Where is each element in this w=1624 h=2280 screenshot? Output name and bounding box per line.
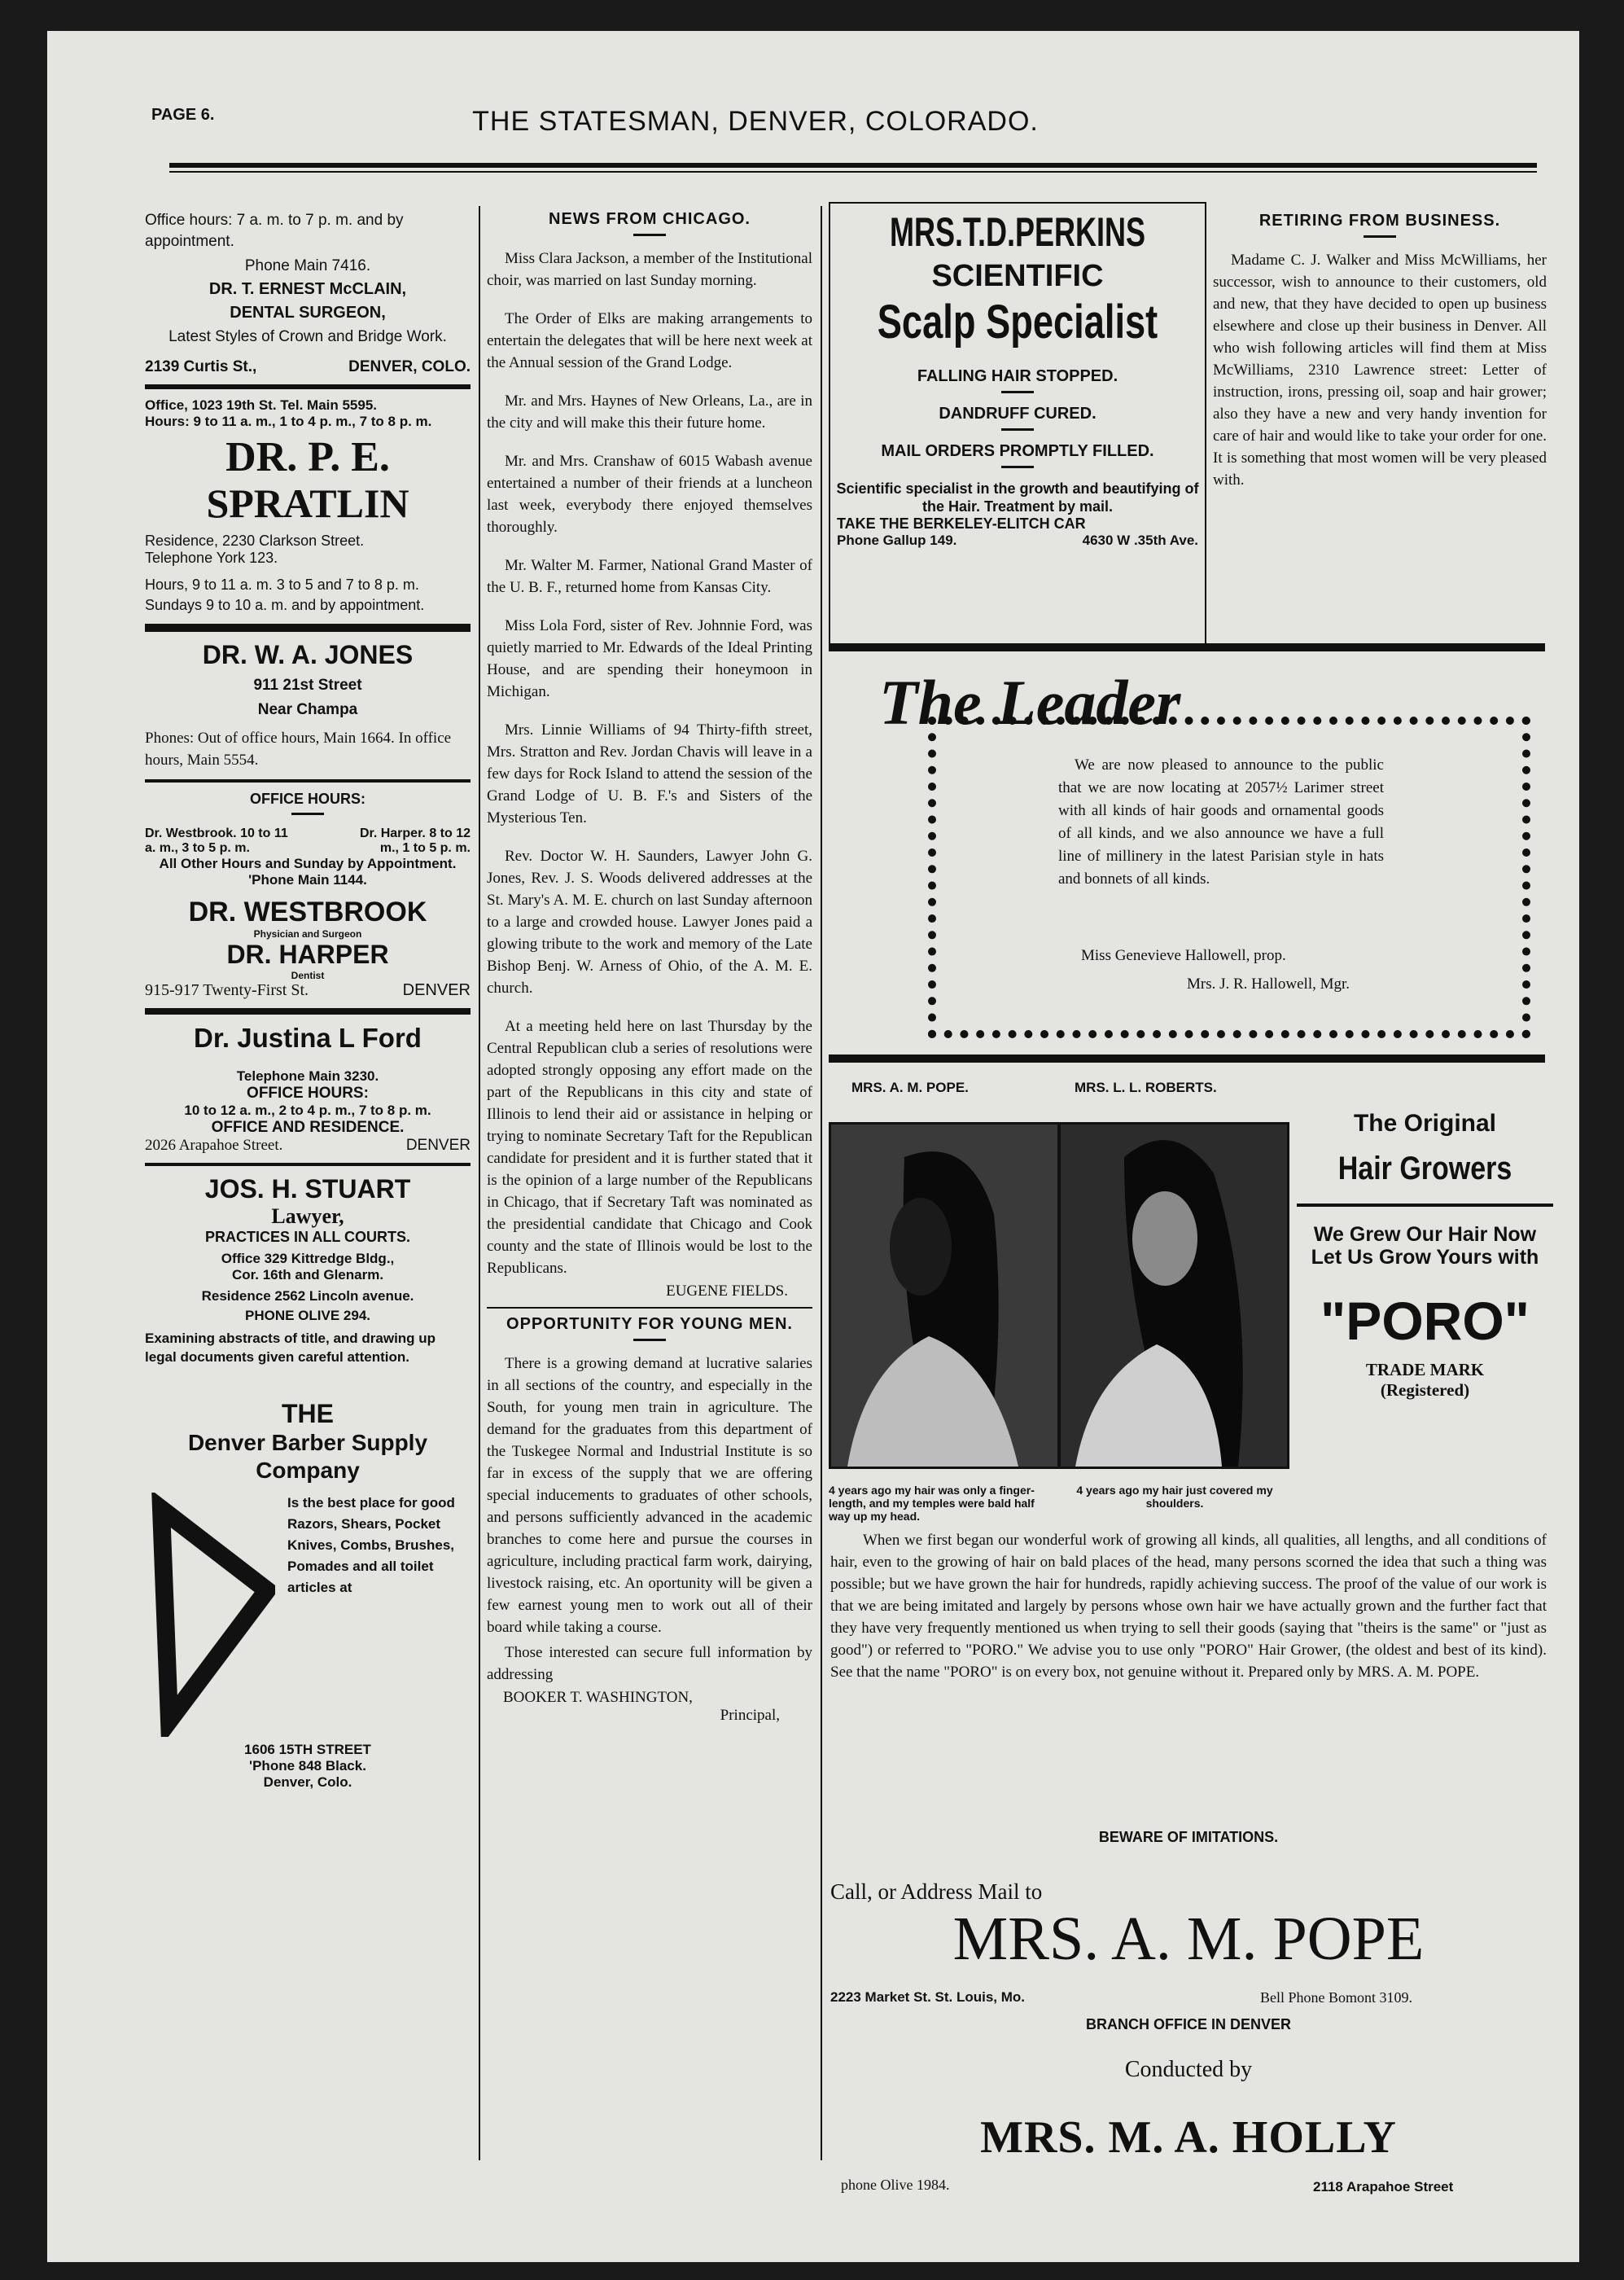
heading-opportunity: OPPORTUNITY FOR YOUNG MEN. [506, 1315, 793, 1333]
card-barber-supply: THE Denver Barber Supply Company Is the best place for good Razors, Shears, Pocket Knives, Combs, Brushes, Pomades and all toilet articles at 1606 15TH STREET 'Phone 848 Black. Denver, Colo. [145, 1399, 471, 1791]
news-paragraph: There is a growing demand at lucrative salaries in all sections of the country, and especially in the South, for young men train in agriculture. The demand for the graduates from this department of the Tuskegee Normal and Industrial Institute is so far in excess of the supply that we are offering special inducements to graduates of other schools, and persons sufficiently advanced in the academic branches to come here and pursue the courses in agriculture, including practical farm work, dairying, livestock raising, etc. An oportunity will be given a few earnest young men to work out all of their board while taking a course. [487, 1355, 812, 1636]
byline-title: Principal, [720, 1707, 780, 1724]
card-westbrook-harper: OFFICE HOURS: Dr. Westbrook. 10 to 11 a. m., 3 to 5 p. m. Dr. Harper. 8 to 12 m., 1 to 5 p. m. All Other Hours and Sunday by Appointment. 'Phone Main 1144. DR. WESTBROOK Physician and Surgeon DR. HARPER Dentist 915-917 Twenty-First St. DENVER [145, 791, 471, 999]
column-news [487, 210, 812, 1725]
news-paragraph: Rev. Doctor W. H. Saunders, Lawyer John G. Jones, Rev. J. S. Woods delivered addresses at the St. Mary's A. M. E. church on last Sunday afternoon to a large and crowded house. Lawyer Jones paid a glowing tribute to the work and memory of the Late Bishop Benj. W. Arness of Ohio, of the A. M. E. church. [487, 848, 812, 997]
photo-hair-models [829, 1122, 1289, 1469]
column-divider [479, 206, 480, 2160]
leader-title: The Leader [879, 667, 1181, 738]
notice-retiring: RETIRING FROM BUSINESS. Madame C. J. Walker and Miss McWilliams, her successor, wish to announce to their customers, old and new, that they have decided to open up business elsewhere and close up their business in Denver. All who wish following articles will find them at Miss McWilliams, 2310 Lawrence street: Letter of instruction, irons, pressing oil, soap and hair grower; also they have a new and very handy invention for care of hair and would like to take your order for one. It is something that most women will be very pleased with. [1213, 212, 1547, 489]
pope-name: MRS. A. M. POPE [952, 1905, 1425, 1973]
card-mcclain: Office hours: 7 a. m. to 7 p. m. and by appointment. Phone Main 7416. DR. T. ERNEST McCLAIN, DENTAL SURGEON, Latest Styles of Crown and Bridge Work. 2139 Curtis St., DENVER, COLO. [145, 212, 471, 375]
byline: BOOKER T. WASHINGTON, [503, 1689, 693, 1706]
poro-brand: "PORO" [1320, 1291, 1530, 1351]
news-paragraph: Mr. and Mrs. Haynes of New Orleans, La., are in the city and will make this their future home. [487, 392, 812, 432]
caption-roberts: 4 years ago my hair just covered my shoulders. [1076, 1484, 1273, 1510]
news-paragraph: Miss Lola Ford, sister of Rev. Johnnie Ford, was quietly married to Mr. Edwards of the Ideal Printing House, and are spending their honeymoon in Michigan. [487, 617, 812, 700]
poro-body-text: When we first began our wonderful work of growing all kinds, all qualities, all lengths, and all conditions of hair, even to the growing of hair on bald places of the head, many persons scorned the idea that such a thing was possible; but we have grown the hair for hundreds, rapidly achieving success. The proof of the value of our work is that we are being imitated and largely by persons whose own hair we have actually grown and the further fact that they have very frequently mentioned us when trying to sell their goods (saying that "theirs is the same" or "just as good") or referred to "PORO." We advise you to use only "PORO" Hair Grower, (the oldest and best of its kind). See that the name "PORO" is on every box, not genuine without it. Prepared only by MRS. A. M. POPE. [830, 1532, 1547, 1681]
news-paragraph: Those interested can secure full information by addressing [487, 1644, 812, 1683]
column-divider [821, 206, 822, 2160]
byline: EUGENE FIELDS. [666, 1282, 788, 1300]
label-pope: MRS. A. M. POPE. [851, 1080, 969, 1095]
arrow-icon [145, 1493, 275, 1737]
card-jones: DR. W. A. JONES 911 21st Street Near Champa Phones: Out of office hours, Main 1664. In office hours, Main 5554. [145, 640, 452, 769]
ad-perkins: MRS.T.D.PERKINS SCIENTIFIC Scalp Specialist FALLING HAIR STOPPED. DANDRUFF CURED. MAIL ORDERS PROMPTLY FILLED. Scientific specialist in the growth and beautifying of the Hair. Treatment by mail. TAKE THE BERKELEY-ELITCH CAR Phone Gallup 149. 4630 W .35th Ave. [829, 202, 1206, 645]
newspaper-page: PAGE 6. THE STATESMAN, DENVER, COLORADO. Office hours: 7 a. m. to 7 p. m. and by appointment. Phone Main 7416. DR. T. ERNEST McCLAIN, DENTAL SURGEON, Latest Styles of Crown and Bridge Work. 2139 Curtis St., DENVER, COLO. Office, 1023 19th St. Tel. Main 5595. Hours: 9 to 11 a. m., 1 to 4 p. m., 7 to 8 p. m. DR. P. E. SPRATLIN Residence, 2230 Clarkson Street. Telephone York 123. Hours, 9 to 11 a. m. 3 to 5 and 7 to 8 p. m. Sundays 9 to 10 a. m. and by appointment. DR. W. A. JONES 911 21st Street Near Champa Phones: Out of office hours, Main 1664. In office hours, Main 5554. OFFICE HOURS: Dr. Westbrook. 10 to 11 a. m., 3 to 5 p. m. Dr. Harper. 8 to 12 m., 1 to 5 p. m. All Other Hours and Sunday by Appointment. 'Phone Main 1144. DR. WESTBROOK Physician and Surgeon DR. HARPER Dentist 915-917 Twenty-First St. DENVER Dr. Justina L Ford Telephone Main 3230. OFFICE HOURS: 10 to 12 a. m., 2 to 4 p. m., 7 to 8 p. m. OFFICE AND RESIDENCE. 2026 Arapahoe Street. DENVER JOS. H. STUART Lawyer, PRACTICES IN ALL COURTS. Office 329 Kittredge Bldg., Cor. 16th and Glenarm. Residence 2562 Lincoln avenue. PHONE OLIVE 294. Examining abstracts of title, and drawing up legal documents given careful attention. THE Denver Barber Supply Company Is the best place for good Razors, Shears, Pocket Knives, Combs, Brushes, Pomades and all toilet articles at 1606 15TH STREET 'Phone 848 Black. Denver, Colo. NEWS FROM CHICAGO. Miss Clara Jackson, a member of the Institutional choir, was married on last Sunday morning. The Order of Elks are making arrangements to entertain the delegates that will be here next week at the Annual session of the Grand Lodge. Mr. and Mrs. Haynes of New Orleans, La., are in the city and will make this their future home. Mr. and Mrs. Cranshaw of 6015 Wabash avenue entertained a number of their friends at a luncheon last week, everybody there enjoyed themselves thoroughly. Mr. Walter M. Farmer, National Grand Master of the U. B. F., returned home from Kansas City. Miss Lola Ford, sister of Rev. Johnnie Ford, was quietly married to Mr. Edwards of the Ideal Printing House, and are spending their honeymoon in Michigan. Mrs. Linnie Williams of 94 Thirty-fifth street, Mrs. Stratton and Rev. Jordan Chavis will leave in a few days for Rock Island to attend the session of the Grand Lodge of U. B. F.'s and Sisters of the Mysterious Ten. Rev. Doctor W. H. Saunders, Lawyer John G. Jones, Rev. J. S. Woods delivered addresses at the St. Mary's A. M. E. church on last Sunday afternoon to a large and crowded house. Lawyer Jones paid a glowing tribute to the work and memory of the Late Bishop Benj. W. Arness of Ohio, of the A. M. E. church. At a meeting held here on last Thursday by the Central Republican club a series of resolutions were adopted strongly opposing any effort made on the part of the Republicans in this city and state of Illinois to lend their aid or assistance in helping or trying to nominate Secretary Taft for the Republican candidate for president and it is further stated that it is the opinion of a large number of the Republicans in Chicago, that if Secretary Taft was nominated as the presidential candidate that Chicago and Cook county and the state of Illinois would be lost to the Republicans. EUGENE FIELDS. OPPORTUNITY FOR YOUNG MEN. There is a growing demand at lucrative salaries in all sections of the country, and especially in the South, for young men train in agriculture. The demand for the graduates from this department of the Tuskegee Normal and Industrial Institute is so far in excess of the supply that we are offering special inducements to graduates of other schools, and persons sufficiently advanced in the academic branches to come here and pursue the courses in agriculture, including practical farm work, dairying, livestock raising, etc. An oportunity will be given a few earnest young men to work out all of their board while taking a course. Those interested can secure full information by addressing BOOKER T. WASHINGTON, Principal, MRS.T.D.PERKINS SCIENTIFIC Scalp Specialist FALLING HAIR STOPPED. DANDRUFF CURED. MAIL ORDERS PROMPTLY FILLED. Scientific specialist in the growth and beautifying of the Hair. Treatment by mail. TAKE THE BERKELEY-ELITCH CAR Phone Gallup 149. 4630 W .35th Ave. RETIRING FROM BUSINESS. Madame C. J. Walker and Miss McWilliams, her successor, wish to announce to their customers, old and new, that they have decided to open up business elsewhere and close up their business in Denver. All who wish following articles will find them at Miss McWilliams, 2310 Lawrence street: Letter of instruction, irons, pressing oil, soap and hair grower; also they have a new and very handy invention for care of hair and would like to take your order for one. It is something that most women will be very pleased with. The Leader We are now pleased to announce to the public that we are now locating at 2057½ Larimer street with all kinds of hair goods and ornamental goods of all kinds, and we also announce we have a full line of millinery in the latest Parisian style in hats and bonnets of all kinds. Miss Genevieve Hallowell, prop. Mrs. J. R. Hallowell, Mgr. MRS. A. M. POPE. MRS. L. L. ROBERTS. 4 years ago my hair was only a finger-length, and my temples were bald half way up my head. 4 years ago my hair just covered my shoulders. The Original Hair Growers We Grew Our Hair Now Let Us Grow Yours with "PORO" TRADE MARK (Registered) When we first began our wonderful work of growing all kinds, all qualities, all lengths, and all conditions of hair, even to the growing of hair on bald places of the head, many persons scorned the idea that such a thing was possible; but we have grown the hair for hundreds, rapidly achieving success. The proof of the value of our work is that we are being imitated and largely by persons whose own hair we have actually grown and the further fact that they have very frequently mentioned us when trying to sell their goods (saying that "theirs is the same" or "just as good") or referred to "PORO." We advise you to use only "PORO" Hair Grower, (the oldest and best of its kind). See that the name "PORO" is on every box, not genuine without it. Prepared only by MRS. A. M. POPE. BEWARE OF IMITATIONS. Call, or Address Mail to MRS. A. M. POPE 2223 Market St. St. Louis, Mo. Bell Phone Bomont 3109. BRANCH OFFICE IN DENVER Conducted by MRS. M. A. HOLLY phone Olive 1984. 2118 Arapahoe Street [47, 31, 1579, 2262]
masthead-rule [169, 163, 1537, 168]
masthead-title: THE STATESMAN, DENVER, COLORADO. [472, 106, 1039, 137]
poro-beware: BEWARE OF IMITATIONS. [1098, 1829, 1279, 1845]
masthead-rule-thin [169, 171, 1537, 173]
card-stuart: JOS. H. STUART Lawyer, PRACTICES IN ALL COURTS. Office 329 Kittredge Bldg., Cor. 16th and Glenarm. Residence 2562 Lincoln avenue. PHONE OLIVE 294. Examining abstracts of title, and drawing up legal documents given careful attention. [145, 1174, 436, 1365]
poro-sidebar: The Original Hair Growers We Grew Our Hair Now Let Us Grow Yours with "PORO" TRADE MARK (Registered) [1297, 1110, 1553, 1401]
page-number: PAGE 6. [151, 106, 215, 124]
news-paragraph: Mr. Walter M. Farmer, National Grand Master of the U. B. F., returned home from Kansas City. [487, 557, 812, 596]
news-paragraph: Mrs. Linnie Williams of 94 Thirty-fifth street, Mrs. Stratton and Rev. Jordan Chavis will leave in a few days for Rock Island to attend the session of the Grand Lodge of U. B. F.'s and Sisters of the Mysterious Ten. [487, 721, 812, 826]
heading-news-chicago: NEWS FROM CHICAGO. [549, 210, 751, 228]
news-paragraph: Miss Clara Jackson, a member of the Institutional choir, was married on last Sunday morning. [487, 250, 812, 289]
news-paragraph: At a meeting held here on last Thursday by the Central Republican club a series of resolutions were adopted strongly opposing any effort made on the part of the Republicans in this city and state of Illinois to lend their aid or assistance in helping or trying to nominate Secretary Taft for the Republican candidate for president and it is further stated that it is the opinion of a large number of the Republicans in Chicago, that if Secretary Taft was nominated as the presidential candidate that Chicago and Cook county and the state of Illinois would be lost to the Republicans. [487, 1018, 812, 1277]
column-professional-cards [145, 210, 471, 1791]
holly-name: MRS. M. A. HOLLY [980, 2112, 1397, 2163]
ad-the-leader: The Leader We are now pleased to announce to the public that we are now locating at 2057½ Larimer street with all kinds of hair goods and ornamental goods of all kinds, and we also announce we have a full line of millinery in the latest Parisian style in hats and bonnets of all kinds. Miss Genevieve Hallowell, prop. Mrs. J. R. Hallowell, Mgr. [830, 658, 1547, 1033]
card-ford: Dr. Justina L Ford Telephone Main 3230. OFFICE HOURS: 10 to 12 a. m., 2 to 4 p. m., 7 to 8 p. m. OFFICE AND RESIDENCE. 2026 Arapahoe Street. DENVER [145, 1023, 471, 1154]
news-paragraph: The Order of Elks are making arrangements to entertain the delegates that will be here next week at the Annual session of the Grand Lodge. [487, 310, 812, 371]
portrait-image [831, 1125, 1287, 1467]
news-paragraph: Mr. and Mrs. Cranshaw of 6015 Wabash avenue entertained a number of their friends at a luncheon last week, everybody there enjoyed themselves thoroughly. [487, 453, 812, 536]
label-roberts: MRS. L. L. ROBERTS. [1075, 1080, 1217, 1095]
card-spratlin: Office, 1023 19th St. Tel. Main 5595. Hours: 9 to 11 a. m., 1 to 4 p. m., 7 to 8 p. m. DR. P. E. SPRATLIN Residence, 2230 Clarkson Street. Telephone York 123. Hours, 9 to 11 a. m. 3 to 5 and 7 to 8 p. m. Sundays 9 to 10 a. m. and by appointment. [145, 397, 432, 613]
caption-pope: 4 years ago my hair was only a finger-length, and my temples were bald half way up my head. [829, 1484, 1035, 1523]
